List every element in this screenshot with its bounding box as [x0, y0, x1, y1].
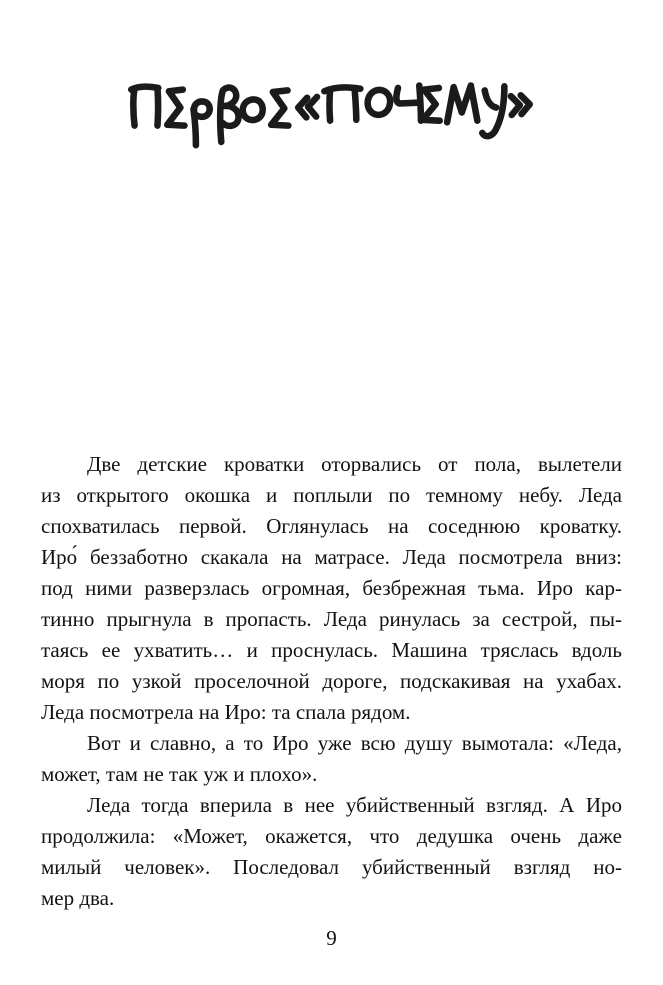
- body-text: [41, 449, 622, 914]
- body-text-line: Вот и славно, а то Иро уже всю душу вымотала: «Леда,: [87, 731, 622, 755]
- body-text-line: из открытого окошка и поплыли по темному небу. Леда: [41, 483, 622, 507]
- body-text-line: моря по узкой проселочной дороге, подскакивая на ухабах.: [41, 669, 622, 693]
- body-text-line: продолжила: «Может, окажется, что дедушка очень даже: [41, 824, 622, 848]
- chapter-title: [128, 78, 533, 158]
- body-text-line: мер два.: [41, 886, 115, 910]
- body-text-line: под ними разверзлась огромная, безбрежная тьма. Иро кар-: [41, 576, 622, 600]
- chapter-title-lettering: [128, 78, 533, 156]
- title-word-pervoe: [131, 87, 288, 146]
- body-text-line: Иро́ беззаботно скакала на матрасе. Леда посмотрела вниз:: [41, 545, 622, 569]
- body-text-line: таясь ее ухватить… и проснулась. Машина тряслась вдоль: [41, 638, 622, 662]
- body-text-line: может, там не так уж и плохо».: [41, 762, 318, 786]
- body-text-line: Леда тогда вперила в нее убийственный взгляд. А Иро: [87, 793, 622, 817]
- title-close-guillemet: [511, 95, 530, 115]
- title-word-pochemu: [324, 86, 504, 137]
- body-text-line: Две детские кроватки оторвались от пола, вылетели: [87, 452, 622, 476]
- title-open-guillemet: [298, 97, 317, 117]
- body-text-line: Леда посмотрела на Иро: та спала рядом.: [41, 700, 411, 724]
- body-text-line: спохватилась первой. Оглянулась на соседнюю кроватку.: [41, 514, 622, 538]
- body-text-line: тинно прыгнула в пропасть. Леда ринулась за сестрой, пы-: [41, 607, 622, 631]
- page-number: 9: [326, 926, 337, 950]
- body-text-line: милый человек». Последовал убийственный взгляд но-: [41, 855, 622, 879]
